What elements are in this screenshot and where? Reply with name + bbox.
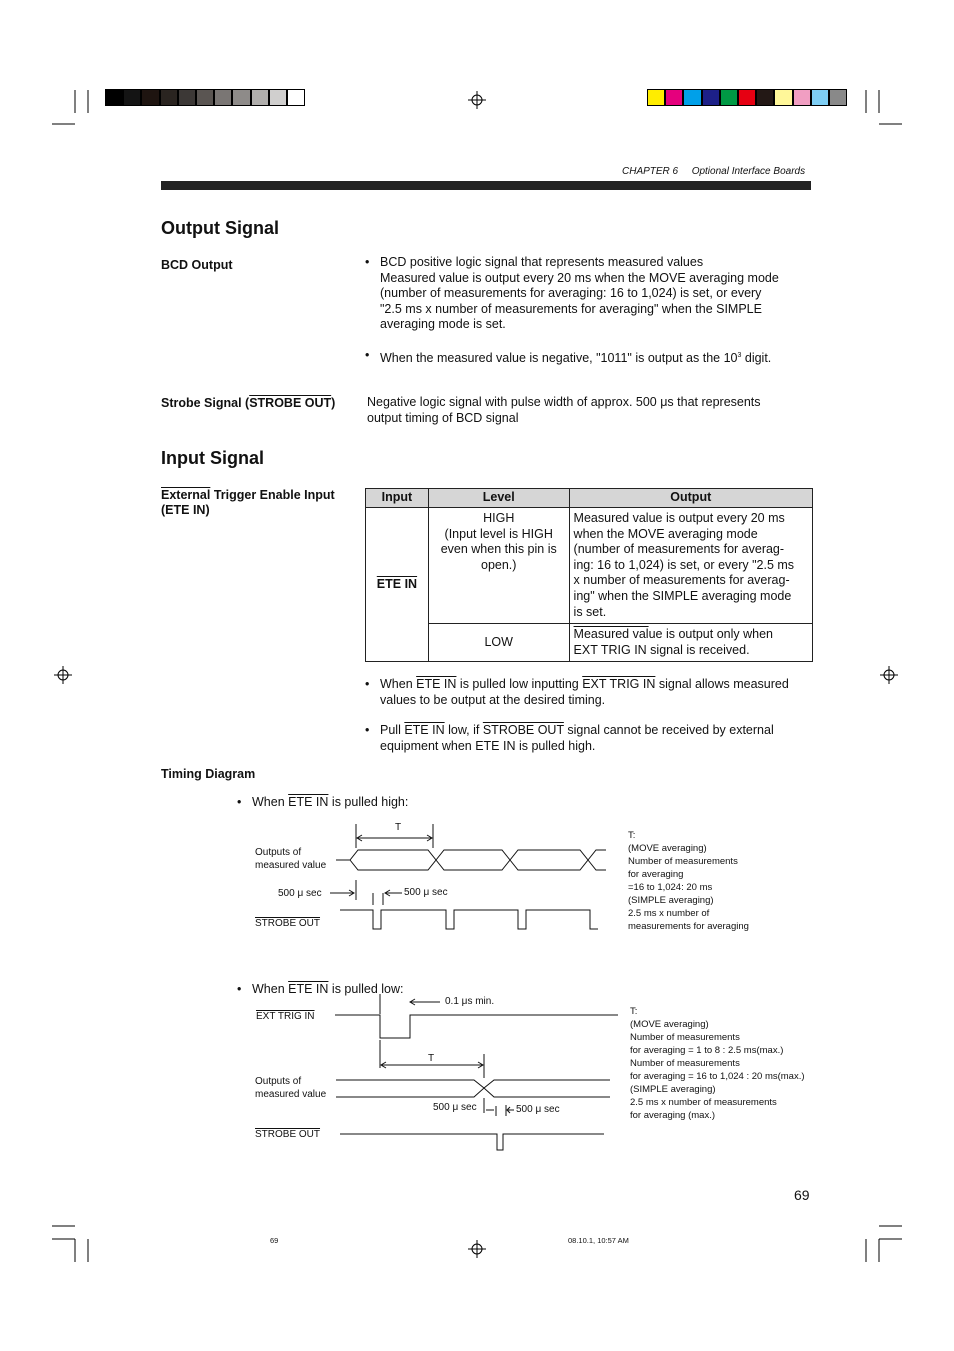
txt: values to be output at the desired timing.	[380, 692, 606, 707]
txt-ov: EXT TRIG IN	[256, 1011, 315, 1022]
strobe-label-overline: STROBE OUT	[249, 396, 332, 410]
txt: When	[380, 677, 417, 691]
timing-note-line: measurements for averaging	[628, 921, 749, 932]
txt: measured value	[255, 860, 327, 871]
timing-note-line: Number of measurements	[630, 1058, 740, 1069]
ete-label-line-2: (ETE IN)	[161, 503, 210, 517]
table-cell-level-low: LOW	[428, 624, 569, 662]
output-signal-title: Output Signal	[161, 218, 279, 238]
output-line: ing" when the SIMPLE averaging mode	[573, 588, 792, 603]
output-line: (number of measurements for averag-	[573, 542, 785, 557]
txt: When	[252, 795, 289, 809]
txt-ov: STROBE OUT	[255, 1129, 321, 1140]
level-line: even when this pin is	[440, 542, 557, 557]
input-signal-title: Input Signal	[161, 448, 264, 468]
bcd-para-line: (number of measurements for averaging: 16 to 1,024) is set, or every	[380, 286, 762, 301]
txt: Outputs of	[255, 847, 302, 858]
timing-note-line: (SIMPLE averaging)	[630, 1084, 716, 1095]
output-line: when the MOVE averaging mode	[573, 526, 758, 541]
t-label-low: T	[428, 1053, 435, 1064]
txt-ov: STROBE OUT	[482, 723, 564, 738]
timing-note-line: 2.5 ms x number of measurements	[630, 1097, 777, 1108]
chapter-label: CHAPTER 6	[622, 166, 679, 177]
bcd-bullet-2-tail: digit.	[741, 351, 772, 366]
timing-note-line: Number of measurements	[628, 856, 738, 867]
txt: is pulled low:	[328, 981, 404, 996]
section-label: Optional Interface Boards	[691, 166, 806, 177]
output-rest: ue is output only when	[648, 627, 773, 642]
timing-note-line: (MOVE averaging)	[630, 1019, 709, 1030]
timing-diagram-label: Timing Diagram	[161, 767, 256, 781]
output-line: ing: 16 to 1,024) is set, or every "2.5 ms	[573, 557, 795, 572]
txt: measured value	[255, 1089, 327, 1100]
usec-right-high: 500 μ sec	[404, 887, 448, 898]
txt: Pull	[380, 723, 405, 738]
ete-in-value: ETE IN	[376, 576, 418, 591]
output-line: Measured value is output every 20 ms	[573, 511, 785, 525]
txt: is pulled low inputting	[456, 677, 583, 691]
level-line: HIGH	[483, 511, 515, 525]
txt-ov: EXT TRIG IN	[582, 677, 656, 691]
strobe-label-post: )	[331, 396, 336, 410]
timing-note-line: (MOVE averaging)	[628, 843, 707, 854]
table-header-level: Level	[428, 489, 569, 508]
page-number: 69	[794, 1187, 810, 1203]
usec-right-low: 500 μ sec	[516, 1104, 560, 1115]
slug-left: 69	[270, 1236, 279, 1245]
txt: is pulled high:	[328, 795, 409, 809]
txt: signal allows measured	[655, 677, 789, 691]
min-pulse-label: 0.1 μs min.	[445, 996, 495, 1007]
txt-ov: ETE IN	[404, 723, 445, 738]
output-line: EXT TRIG IN signal is received.	[573, 642, 750, 657]
bcd-para-line: "2.5 ms x number of measurements for averaging" when the SIMPLE	[380, 301, 762, 316]
table-header-input: Input	[366, 489, 429, 508]
usec-left-high: 500 μ sec	[278, 888, 322, 899]
output-line: x number of measurements for averag-	[573, 573, 790, 588]
bcd-bullet-1-text: • BCD positive logic signal that represents measured values	[380, 255, 704, 269]
txt-ov: ETE IN	[416, 677, 457, 691]
timing-note-line: (SIMPLE averaging)	[628, 895, 714, 906]
txt: signal cannot be received by external	[563, 723, 774, 738]
t-label-high: T	[395, 822, 402, 833]
ete-label-overline: External	[161, 488, 211, 502]
bcd-para-line: Measured value is output every 20 ms when the MOVE averaging mode	[380, 270, 779, 285]
timing-note-line: T:	[630, 1006, 638, 1017]
timing-note-line: for averaging (max.)	[630, 1110, 716, 1121]
usec-left-low: 500 μ sec	[433, 1102, 477, 1113]
timing-note-line: Number of measurements	[630, 1032, 740, 1043]
strobe-line: Negative logic signal with pulse width of approx. 500 μs that represents	[367, 395, 761, 409]
txt-ov: ETE IN	[288, 981, 329, 996]
strobe-line: output timing of BCD signal	[367, 410, 519, 425]
bcd-bullet-2-text: When the measured value is negative, "1011" is output as the 10	[380, 351, 738, 366]
ete-label-rest: Trigger Enable Input	[210, 488, 335, 502]
timing-note-line: for averaging = 16 to 1,024 : 20 ms(max.)	[630, 1071, 805, 1082]
level-line: open.)	[481, 557, 517, 572]
output-overline: Measured val	[573, 627, 649, 642]
superscript: 3	[737, 351, 742, 359]
bcd-output-label: BCD Output	[161, 258, 233, 272]
timing-note-line: 2.5 ms x number of	[628, 908, 710, 919]
level-line: (Input level is HIGH	[444, 526, 553, 541]
txt-ov: ETE IN	[288, 795, 329, 809]
txt: When	[252, 981, 289, 996]
output-line: is set.	[573, 604, 607, 619]
timing-note-line: for averaging	[628, 869, 684, 880]
timing-note-line: for averaging = 1 to 8 : 2.5 ms(max.)	[630, 1045, 784, 1056]
table-header-output: Output	[569, 489, 812, 508]
slug-right: 08.10.1, 10:57 AM	[568, 1236, 629, 1245]
txt: Outputs of	[255, 1076, 302, 1087]
timing-note-line: =16 to 1,024: 20 ms	[628, 882, 713, 893]
txt-ov: STROBE OUT	[255, 918, 321, 929]
timing-note-line: T:	[628, 830, 636, 841]
txt: low, if	[444, 723, 483, 738]
strobe-label-pre: Strobe Signal (	[161, 396, 250, 410]
bcd-para-line: averaging mode is set.	[380, 317, 506, 332]
txt: equipment when ETE IN is pulled high.	[380, 738, 596, 753]
